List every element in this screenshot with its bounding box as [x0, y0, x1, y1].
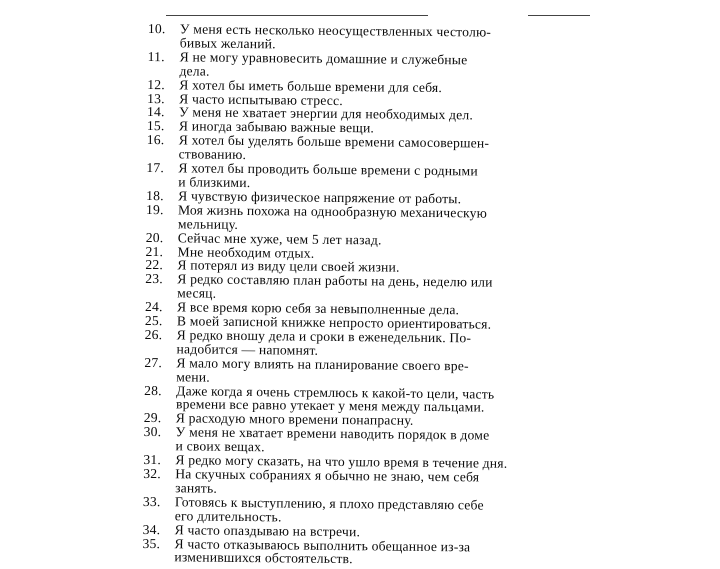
item-number: 29. [143, 410, 162, 426]
item-number: 32. [143, 465, 161, 482]
item-number: 21. [145, 243, 164, 259]
item-text [174, 537, 600, 569]
item-text-line: Я чувствую физическое напряжение от работы. [178, 188, 462, 207]
item-number: 10. [147, 21, 166, 37]
item-number: 34. [142, 521, 161, 537]
questionnaire-item [142, 537, 600, 569]
item-text-line: надобится — напомнят. [176, 341, 319, 358]
item-text-line: Я не могу уравновесить домашние и служебные [179, 49, 468, 68]
item-text-line: Я хотел бы уделять больше времени самосовершен- [178, 132, 490, 151]
item-text-line: Я расходую много времени понапрасну. [175, 410, 414, 429]
item-text-line: На скучных собраниях я обычно не знаю, чем себя [175, 466, 480, 485]
item-text-line: У меня есть несколько неосуществленных честолю- [179, 21, 492, 40]
item-number: 24. [144, 299, 163, 315]
item-text-line: дела. [179, 63, 210, 79]
item-number: 22. [145, 257, 164, 273]
item-number: 19. [145, 201, 164, 217]
item-text-line: У меня не хватает времени наводить порядок в доме [175, 424, 490, 443]
item-text-line: Я иногда забываю важные вещи. [178, 118, 375, 136]
item-number: 25. [144, 313, 163, 329]
item-text-line: Моя жизнь похожа на однообразную механическую [177, 202, 488, 221]
item-text-line: Я редко составляю план работы на день, неделю или [177, 271, 493, 290]
item-number: 28. [144, 382, 162, 398]
item-text-line: времени все равно утекает у меня между пальцами. [175, 396, 485, 416]
item-text-line: и своих вещах. [175, 438, 265, 455]
item-number: 35. [142, 535, 161, 551]
questionnaire-list [142, 22, 606, 569]
item-number: 20. [145, 229, 164, 245]
item-text-line: Мне необходим отдых. [177, 243, 315, 261]
item-text-line: Я часто испытываю стресс. [179, 90, 343, 108]
item-text-line: ствованию. [178, 146, 247, 163]
item-number: 18. [146, 187, 164, 204]
item-number: 12. [147, 76, 166, 92]
item-number: 13. [147, 90, 165, 106]
item-number: 30. [143, 424, 162, 440]
item-text-line: Я все время корю себя за невыполненные дела. [176, 299, 460, 318]
item-number: 15. [146, 118, 165, 134]
item-text-line: его длительность. [174, 508, 282, 525]
item-number: 16. [146, 132, 165, 148]
item-text-line: занять. [175, 480, 218, 496]
item-text-line: изменившихся обстоятельств. [174, 549, 353, 567]
item-text-line: Я мало могу влиять на планирование своего вре- [176, 355, 469, 374]
item-number: 27. [144, 354, 163, 370]
item-text-line: месяц. [177, 285, 217, 301]
item-text-line: Сейчас мне хуже, чем 5 лет назад. [177, 229, 382, 248]
item-text-line: Я потерял из виду цели своей жизни. [177, 257, 400, 276]
header-rule-right [528, 15, 590, 16]
item-text-line: мельницу. [177, 216, 239, 232]
item-number: 33. [142, 493, 161, 509]
item-text-line: Я редко могу сказать, на что ушло время в течение дня. [175, 452, 508, 471]
item-text-line: У меня не хватает энергии для необходимых дел. [178, 104, 474, 123]
item-text-line: Я часто отказываюсь выполнить обещанное из-за [174, 535, 471, 554]
item-number: 14. [146, 104, 165, 120]
item-text-line: В моей записной книжке непросто ориентироваться. [176, 313, 492, 332]
item-text-line: и близкими. [178, 174, 251, 191]
item-number: 31. [143, 452, 162, 468]
item-text-line: Я хотел бы проводить больше времени с родными [178, 160, 478, 179]
item-text-line: мени. [176, 368, 210, 385]
item-text-line: Даже когда я очень стремлюсь к какой-то цели, часть [176, 382, 495, 402]
item-text-line: Готовясь к выступлению, я плохо представляю себе [174, 494, 484, 513]
item-text-line: Я часто опаздываю на встречи. [174, 521, 361, 539]
item-text-line: Я хотел бы иметь больше времени для себя. [179, 76, 443, 95]
item-number: 26. [144, 326, 163, 343]
item-number: 17. [146, 160, 165, 176]
item-text-line: бивых желаний. [179, 35, 276, 52]
item-text-line: Я редко вношу дела и сроки в еженедельник. По- [176, 327, 472, 346]
header-rule-left [166, 15, 428, 16]
item-number: 11. [147, 48, 165, 64]
item-number: 23. [145, 271, 163, 287]
